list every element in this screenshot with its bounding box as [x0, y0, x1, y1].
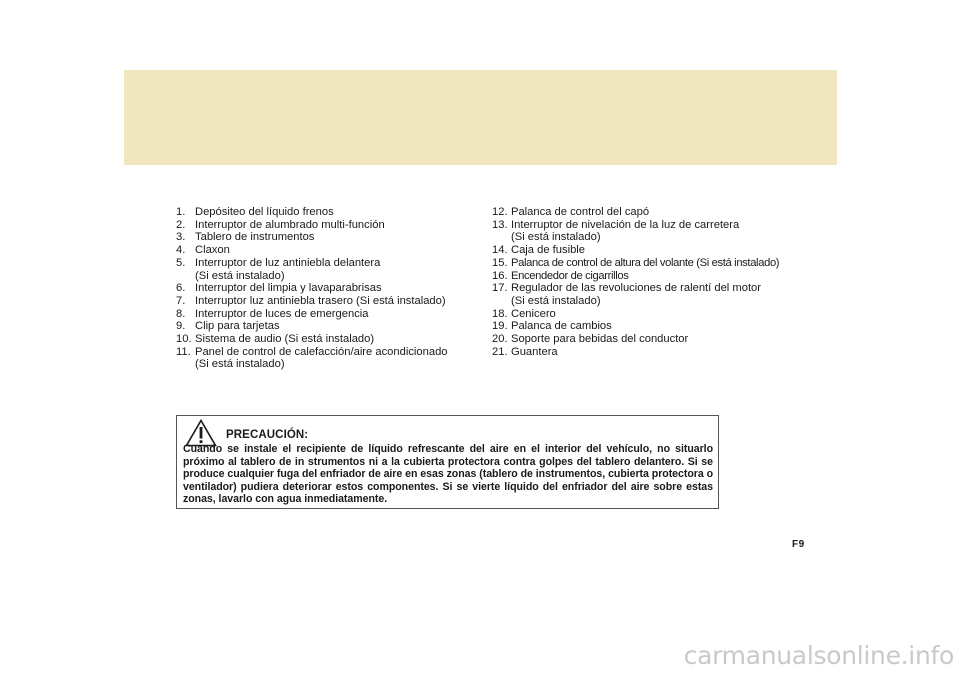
- component-list-right: [492, 206, 812, 358]
- list-item: 9. Clip para tarjetas: [176, 320, 280, 333]
- list-item: 19. Palanca de cambios: [492, 320, 612, 333]
- list-item: 11. Panel de control de calefacción/aire acondicionado (Si está instalado): [176, 345, 448, 371]
- list-item: 5. Interruptor de luz antiniebla delantera (Si está instalado): [176, 256, 381, 282]
- list-item: 12. Palanca de control del capó: [492, 206, 650, 218]
- list-item: 8. Interruptor de luces de emergencia: [176, 307, 369, 320]
- list-item: 1. Depósiteo del líquido frenos: [176, 206, 334, 218]
- list-item: 21. Guantera: [492, 345, 558, 358]
- list-item: 6. Interruptor del limpia y lavaparabrisas: [176, 282, 382, 295]
- caution-text: Cuando se instale el recipiente de líquido refrescante del aire en el interior del vehículo, no situarlo próximo al tablero de in strumentos ni a la cubierta protectora contra golpes del tablero delantero. Si se produce cualquier fuga del enfriador de aire en esas zonas (tablero de instrumentos, cubierta protectora o ventilador) pudiera deteriorar estos componentes. Si se vierte líquido del enfriador del aire sobre estas zonas, lavarlo con agua inmediatamente.: [183, 443, 713, 506]
- caution-box: [176, 415, 719, 509]
- list-item: 16. Encendedor de cigarrillos: [492, 269, 629, 282]
- list-item: 3. Tablero de instrumentos: [176, 231, 315, 244]
- list-item: 15. Palanca de control de altura del volante (Si está instalado): [492, 256, 780, 269]
- list-item: 10. Sistema de audio (Si está instalado): [176, 333, 375, 346]
- list-item: 17. Regulador de las revoluciones de ralentí del motor (Si está instalado): [492, 282, 761, 307]
- page-number: F9: [792, 539, 805, 550]
- list-item: 2. Interruptor de alumbrado multi-función: [176, 218, 385, 231]
- list-item: 13. Interruptor de nivelación de la luz de carretera (Si está instalado): [492, 218, 740, 244]
- list-item: 4. Claxon: [176, 244, 230, 257]
- list-item: 20. Soporte para bebidas del conductor: [492, 333, 689, 346]
- list-item: 14. Caja de fusible: [492, 244, 586, 257]
- caution-title: PRECAUCIÓN:: [226, 429, 309, 441]
- watermark: carmanualsonline.info: [683, 641, 954, 670]
- list-item: 7. Interruptor luz antiniebla trasero (Si está instalado): [176, 294, 446, 307]
- list-item: 18. Cenicero: [492, 307, 556, 320]
- component-list-left: [176, 206, 476, 371]
- header-banner: [124, 70, 837, 165]
